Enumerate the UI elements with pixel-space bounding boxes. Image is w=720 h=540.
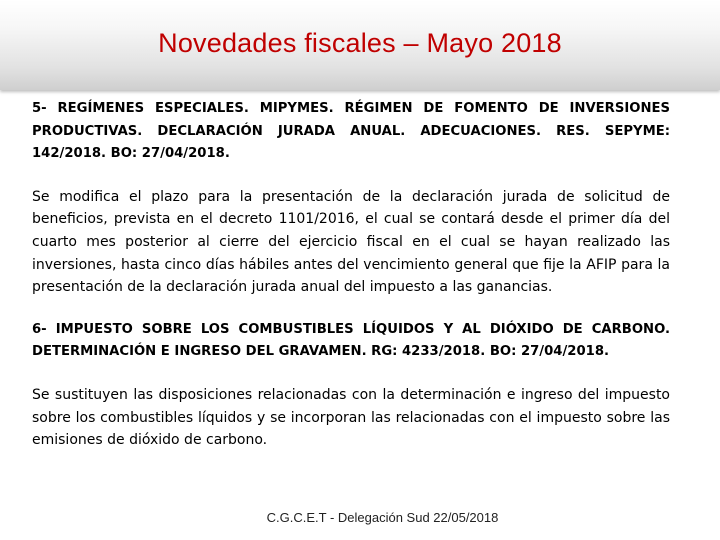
section-5-body: Se modifica el plazo para la presentación de la declaración jurada de solicitud de beneficios, prevista en el decreto 1101/2016, el cual se contará desde el primer día del cuarto mes posterior al cierre del ejercicio fiscal en el cual se hayan realizado las inversiones, hasta cinco días hábiles antes del vencimiento general que fije la AFIP para la presentación de la declaración jurada anual del impuesto a las ganancias. — [32, 188, 670, 296]
section-6-body: Se sustituyen las disposiciones relacionadas con la determinación e ingreso del impuesto sobre los combustibles líquidos y se incorporan las relacionadas con el impuesto sobre las emisiones de dióxido de carbono. — [32, 386, 670, 449]
slide-footer: C.G.C.E.T - Delegación Sud 22/05/2018 — [266, 510, 499, 525]
section-5-heading: 5- REGÍMENES ESPECIALES. MIPYMES. RÉGIMEN DE FOMENTO DE INVERSIONES PRODUCTIVAS. DECLARACIÓN JURADA ANUAL. ADECUACIONES. RES. SEPYME: 142/2018. BO: 27/04/2018. — [32, 101, 670, 162]
slide-content — [32, 98, 670, 452]
slide-title: Novedades fiscales – Mayo 2018 — [158, 28, 562, 58]
section-6-heading: 6- IMPUESTO SOBRE LOS COMBUSTIBLES LÍQUIDOS Y AL DIÓXIDO DE CARBONO. DETERMINACIÓN E INGRESO DEL GRAVAMEN. RG: 4233/2018. BO: 27/04/2018. — [32, 321, 670, 360]
